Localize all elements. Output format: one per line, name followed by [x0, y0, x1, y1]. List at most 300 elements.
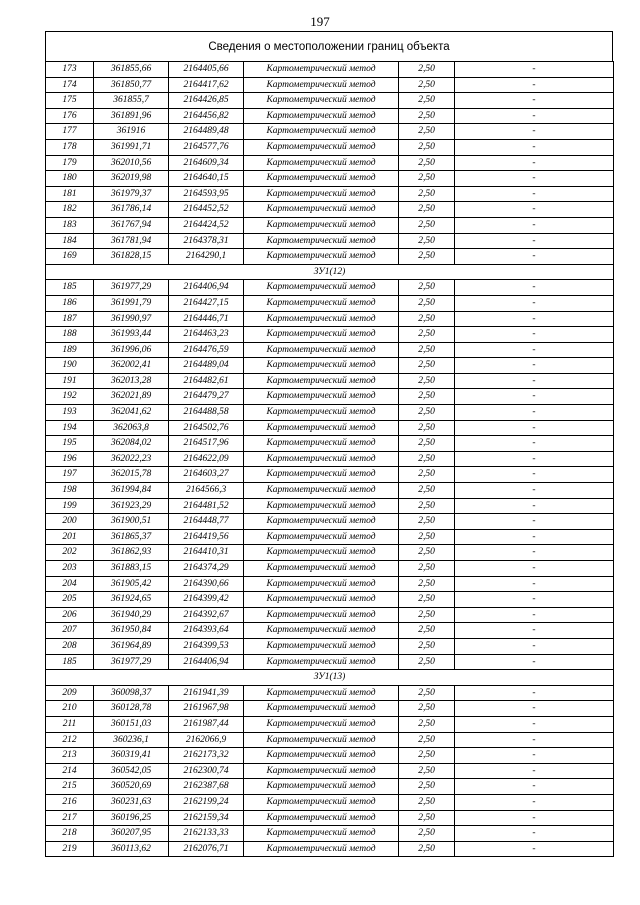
description: -	[455, 327, 614, 343]
point-number: 212	[46, 732, 94, 748]
x-coordinate: 360151,03	[94, 716, 169, 732]
point-number: 175	[46, 93, 94, 109]
accuracy: 2,50	[399, 280, 455, 296]
point-number: 200	[46, 514, 94, 530]
x-coordinate: 360520,69	[94, 779, 169, 795]
table-row	[46, 529, 614, 545]
y-coordinate: 2164424,52	[169, 217, 244, 233]
method: Картометрический метод	[244, 155, 399, 171]
accuracy: 2,50	[399, 327, 455, 343]
x-coordinate: 361828,15	[94, 249, 169, 265]
x-coordinate: 361883,15	[94, 561, 169, 577]
description: -	[455, 810, 614, 826]
y-coordinate: 2164489,04	[169, 358, 244, 374]
y-coordinate: 2164426,85	[169, 93, 244, 109]
y-coordinate: 2164622,09	[169, 451, 244, 467]
description: -	[455, 545, 614, 561]
description: -	[455, 716, 614, 732]
table-row	[46, 483, 614, 499]
method: Картометрический метод	[244, 514, 399, 530]
table-row	[46, 124, 614, 140]
accuracy: 2,50	[399, 794, 455, 810]
x-coordinate: 361991,71	[94, 139, 169, 155]
x-coordinate: 362019,98	[94, 171, 169, 187]
accuracy: 2,50	[399, 716, 455, 732]
method: Картометрический метод	[244, 233, 399, 249]
accuracy: 2,50	[399, 124, 455, 140]
y-coordinate: 2164406,94	[169, 654, 244, 670]
y-coordinate: 2162173,32	[169, 748, 244, 764]
accuracy: 2,50	[399, 638, 455, 654]
point-number: 178	[46, 139, 94, 155]
method: Картометрический метод	[244, 171, 399, 187]
x-coordinate: 361850,77	[94, 77, 169, 93]
y-coordinate: 2164378,31	[169, 233, 244, 249]
method: Картометрический метод	[244, 420, 399, 436]
section-header-row	[46, 264, 614, 280]
table-row	[46, 732, 614, 748]
accuracy: 2,50	[399, 155, 455, 171]
point-number: 196	[46, 451, 94, 467]
description: -	[455, 249, 614, 265]
accuracy: 2,50	[399, 295, 455, 311]
x-coordinate: 360196,25	[94, 810, 169, 826]
y-coordinate: 2164405,66	[169, 62, 244, 78]
x-coordinate: 362013,28	[94, 373, 169, 389]
x-coordinate: 360113,62	[94, 841, 169, 857]
point-number: 188	[46, 327, 94, 343]
description: -	[455, 186, 614, 202]
accuracy: 2,50	[399, 139, 455, 155]
point-number: 215	[46, 779, 94, 795]
table-row	[46, 779, 614, 795]
table-row	[46, 108, 614, 124]
y-coordinate: 2161967,98	[169, 701, 244, 717]
point-number: 205	[46, 592, 94, 608]
description: -	[455, 779, 614, 795]
table-title: Сведения о местоположении границ объекта	[45, 31, 613, 61]
method: Картометрический метод	[244, 638, 399, 654]
description: -	[455, 311, 614, 327]
point-number: 218	[46, 826, 94, 842]
point-number: 219	[46, 841, 94, 857]
y-coordinate: 2164640,15	[169, 171, 244, 187]
table-row	[46, 467, 614, 483]
x-coordinate: 361855,66	[94, 62, 169, 78]
description: -	[455, 748, 614, 764]
point-number: 211	[46, 716, 94, 732]
x-coordinate: 361940,29	[94, 607, 169, 623]
table-row	[46, 826, 614, 842]
table-row	[46, 623, 614, 639]
accuracy: 2,50	[399, 810, 455, 826]
description: -	[455, 576, 614, 592]
table-row	[46, 93, 614, 109]
x-coordinate: 362002,41	[94, 358, 169, 374]
point-number: 180	[46, 171, 94, 187]
method: Картометрический метод	[244, 249, 399, 265]
y-coordinate: 2164399,53	[169, 638, 244, 654]
description: -	[455, 124, 614, 140]
method: Картометрический метод	[244, 93, 399, 109]
table-row	[46, 358, 614, 374]
accuracy: 2,50	[399, 483, 455, 499]
x-coordinate: 362041,62	[94, 405, 169, 421]
accuracy: 2,50	[399, 77, 455, 93]
y-coordinate: 2164446,71	[169, 311, 244, 327]
description: -	[455, 685, 614, 701]
description: -	[455, 202, 614, 218]
y-coordinate: 2164393,64	[169, 623, 244, 639]
x-coordinate: 360231,63	[94, 794, 169, 810]
table-row	[46, 186, 614, 202]
x-coordinate: 361994,84	[94, 483, 169, 499]
x-coordinate: 360128,78	[94, 701, 169, 717]
description: -	[455, 514, 614, 530]
x-coordinate: 361979,37	[94, 186, 169, 202]
y-coordinate: 2162159,34	[169, 810, 244, 826]
method: Картометрический метод	[244, 124, 399, 140]
y-coordinate: 2164419,56	[169, 529, 244, 545]
description: -	[455, 93, 614, 109]
point-number: 197	[46, 467, 94, 483]
description: -	[455, 483, 614, 499]
accuracy: 2,50	[399, 826, 455, 842]
method: Картометрический метод	[244, 576, 399, 592]
x-coordinate: 361950,84	[94, 623, 169, 639]
method: Картометрический метод	[244, 779, 399, 795]
description: -	[455, 373, 614, 389]
y-coordinate: 2164481,52	[169, 498, 244, 514]
description: -	[455, 389, 614, 405]
accuracy: 2,50	[399, 576, 455, 592]
x-coordinate: 362015,78	[94, 467, 169, 483]
table-row	[46, 280, 614, 296]
point-number: 203	[46, 561, 94, 577]
x-coordinate: 362010,56	[94, 155, 169, 171]
point-number: 198	[46, 483, 94, 499]
point-number: 177	[46, 124, 94, 140]
point-number: 191	[46, 373, 94, 389]
point-number: 182	[46, 202, 94, 218]
point-number: 185	[46, 280, 94, 296]
point-number: 179	[46, 155, 94, 171]
point-number: 186	[46, 295, 94, 311]
y-coordinate: 2164517,96	[169, 436, 244, 452]
description: -	[455, 498, 614, 514]
method: Картометрический метод	[244, 716, 399, 732]
table-row	[46, 233, 614, 249]
description: -	[455, 654, 614, 670]
accuracy: 2,50	[399, 108, 455, 124]
description: -	[455, 139, 614, 155]
point-number: 210	[46, 701, 94, 717]
x-coordinate: 361855,7	[94, 93, 169, 109]
x-coordinate: 360236,1	[94, 732, 169, 748]
y-coordinate: 2161987,44	[169, 716, 244, 732]
method: Картометрический метод	[244, 841, 399, 857]
page-number: 197	[310, 14, 330, 29]
accuracy: 2,50	[399, 748, 455, 764]
x-coordinate: 361786,14	[94, 202, 169, 218]
table-row	[46, 342, 614, 358]
x-coordinate: 361996,06	[94, 342, 169, 358]
x-coordinate: 361862,93	[94, 545, 169, 561]
method: Картометрический метод	[244, 342, 399, 358]
table-row	[46, 576, 614, 592]
method: Картометрический метод	[244, 62, 399, 78]
table-row	[46, 405, 614, 421]
method: Картометрический метод	[244, 202, 399, 218]
description: -	[455, 108, 614, 124]
y-coordinate: 2164406,94	[169, 280, 244, 296]
x-coordinate: 361993,44	[94, 327, 169, 343]
table-row	[46, 62, 614, 78]
y-coordinate: 2164452,52	[169, 202, 244, 218]
accuracy: 2,50	[399, 841, 455, 857]
x-coordinate: 361924,65	[94, 592, 169, 608]
table-row	[46, 202, 614, 218]
point-number: 184	[46, 233, 94, 249]
method: Картометрический метод	[244, 295, 399, 311]
x-coordinate: 360207,95	[94, 826, 169, 842]
method: Картометрический метод	[244, 592, 399, 608]
table-row	[46, 716, 614, 732]
x-coordinate: 362084,02	[94, 436, 169, 452]
point-number: 176	[46, 108, 94, 124]
method: Картометрический метод	[244, 467, 399, 483]
x-coordinate: 362063,8	[94, 420, 169, 436]
point-number: 199	[46, 498, 94, 514]
method: Картометрический метод	[244, 139, 399, 155]
point-number: 204	[46, 576, 94, 592]
method: Картометрический метод	[244, 108, 399, 124]
method: Картометрический метод	[244, 701, 399, 717]
table-row	[46, 638, 614, 654]
y-coordinate: 2164479,27	[169, 389, 244, 405]
method: Картометрический метод	[244, 623, 399, 639]
accuracy: 2,50	[399, 311, 455, 327]
y-coordinate: 2162387,68	[169, 779, 244, 795]
table-row	[46, 514, 614, 530]
description: -	[455, 342, 614, 358]
description: -	[455, 638, 614, 654]
y-coordinate: 2162066,9	[169, 732, 244, 748]
y-coordinate: 2162300,74	[169, 763, 244, 779]
table-row	[46, 607, 614, 623]
description: -	[455, 155, 614, 171]
table-row	[46, 249, 614, 265]
table-row	[46, 420, 614, 436]
table-row	[46, 451, 614, 467]
accuracy: 2,50	[399, 592, 455, 608]
table-row	[46, 436, 614, 452]
table-row	[46, 592, 614, 608]
table-row	[46, 748, 614, 764]
y-coordinate: 2164577,76	[169, 139, 244, 155]
description: -	[455, 763, 614, 779]
accuracy: 2,50	[399, 171, 455, 187]
accuracy: 2,50	[399, 685, 455, 701]
accuracy: 2,50	[399, 358, 455, 374]
y-coordinate: 2164456,82	[169, 108, 244, 124]
y-coordinate: 2164489,48	[169, 124, 244, 140]
x-coordinate: 362022,23	[94, 451, 169, 467]
method: Картометрический метод	[244, 748, 399, 764]
method: Картометрический метод	[244, 685, 399, 701]
x-coordinate: 361977,29	[94, 654, 169, 670]
description: -	[455, 171, 614, 187]
accuracy: 2,50	[399, 186, 455, 202]
description: -	[455, 467, 614, 483]
point-number: 193	[46, 405, 94, 421]
table-row	[46, 841, 614, 857]
y-coordinate: 2164448,77	[169, 514, 244, 530]
y-coordinate: 2164290,1	[169, 249, 244, 265]
section-header: ЗУ1(12)	[46, 264, 614, 280]
table-row	[46, 763, 614, 779]
accuracy: 2,50	[399, 451, 455, 467]
table-row	[46, 810, 614, 826]
accuracy: 2,50	[399, 202, 455, 218]
description: -	[455, 217, 614, 233]
accuracy: 2,50	[399, 233, 455, 249]
method: Картометрический метод	[244, 529, 399, 545]
point-number: 202	[46, 545, 94, 561]
y-coordinate: 2164392,67	[169, 607, 244, 623]
description: -	[455, 77, 614, 93]
description: -	[455, 62, 614, 78]
accuracy: 2,50	[399, 373, 455, 389]
point-number: 201	[46, 529, 94, 545]
method: Картометрический метод	[244, 483, 399, 499]
y-coordinate: 2164463,23	[169, 327, 244, 343]
y-coordinate: 2164603,27	[169, 467, 244, 483]
accuracy: 2,50	[399, 420, 455, 436]
accuracy: 2,50	[399, 405, 455, 421]
method: Картометрический метод	[244, 436, 399, 452]
point-number: 190	[46, 358, 94, 374]
method: Картометрический метод	[244, 451, 399, 467]
accuracy: 2,50	[399, 217, 455, 233]
y-coordinate: 2164427,15	[169, 295, 244, 311]
point-number: 206	[46, 607, 94, 623]
table-row	[46, 295, 614, 311]
method: Картометрический метод	[244, 498, 399, 514]
description: -	[455, 295, 614, 311]
method: Картометрический метод	[244, 826, 399, 842]
y-coordinate: 2164593,95	[169, 186, 244, 202]
table-row	[46, 77, 614, 93]
method: Картометрический метод	[244, 561, 399, 577]
y-coordinate: 2164502,76	[169, 420, 244, 436]
table-row	[46, 389, 614, 405]
method: Картометрический метод	[244, 607, 399, 623]
method: Картометрический метод	[244, 358, 399, 374]
point-number: 187	[46, 311, 94, 327]
x-coordinate: 361891,96	[94, 108, 169, 124]
accuracy: 2,50	[399, 249, 455, 265]
point-number: 189	[46, 342, 94, 358]
point-number: 195	[46, 436, 94, 452]
x-coordinate: 361916	[94, 124, 169, 140]
table-row	[46, 139, 614, 155]
description: -	[455, 607, 614, 623]
accuracy: 2,50	[399, 623, 455, 639]
y-coordinate: 2161941,39	[169, 685, 244, 701]
description: -	[455, 451, 614, 467]
description: -	[455, 794, 614, 810]
table-row	[46, 561, 614, 577]
description: -	[455, 701, 614, 717]
table-body	[46, 62, 614, 857]
accuracy: 2,50	[399, 654, 455, 670]
method: Картометрический метод	[244, 373, 399, 389]
accuracy: 2,50	[399, 561, 455, 577]
x-coordinate: 361865,37	[94, 529, 169, 545]
x-coordinate: 361905,42	[94, 576, 169, 592]
method: Картометрический метод	[244, 217, 399, 233]
x-coordinate: 361900,51	[94, 514, 169, 530]
point-number: 174	[46, 77, 94, 93]
table-row	[46, 171, 614, 187]
method: Картометрический метод	[244, 186, 399, 202]
description: -	[455, 561, 614, 577]
y-coordinate: 2162133,33	[169, 826, 244, 842]
method: Картометрический метод	[244, 77, 399, 93]
method: Картометрический метод	[244, 280, 399, 296]
y-coordinate: 2164390,66	[169, 576, 244, 592]
description: -	[455, 358, 614, 374]
point-number: 183	[46, 217, 94, 233]
point-number: 207	[46, 623, 94, 639]
x-coordinate: 361990,97	[94, 311, 169, 327]
point-number: 173	[46, 62, 94, 78]
method: Картометрический метод	[244, 389, 399, 405]
point-number: 185	[46, 654, 94, 670]
table-row	[46, 545, 614, 561]
accuracy: 2,50	[399, 763, 455, 779]
description: -	[455, 732, 614, 748]
point-number: 194	[46, 420, 94, 436]
description: -	[455, 826, 614, 842]
method: Картометрический метод	[244, 311, 399, 327]
accuracy: 2,50	[399, 389, 455, 405]
point-number: 217	[46, 810, 94, 826]
description: -	[455, 841, 614, 857]
boundary-table	[45, 61, 614, 857]
section-header-row	[46, 670, 614, 686]
y-coordinate: 2164566,3	[169, 483, 244, 499]
y-coordinate: 2162076,71	[169, 841, 244, 857]
table-row	[46, 327, 614, 343]
accuracy: 2,50	[399, 342, 455, 358]
accuracy: 2,50	[399, 607, 455, 623]
description: -	[455, 529, 614, 545]
description: -	[455, 280, 614, 296]
description: -	[455, 592, 614, 608]
table-row	[46, 155, 614, 171]
accuracy: 2,50	[399, 545, 455, 561]
accuracy: 2,50	[399, 436, 455, 452]
description: -	[455, 420, 614, 436]
point-number: 181	[46, 186, 94, 202]
description: -	[455, 233, 614, 249]
y-coordinate: 2164488,58	[169, 405, 244, 421]
accuracy: 2,50	[399, 467, 455, 483]
y-coordinate: 2164399,42	[169, 592, 244, 608]
x-coordinate: 360319,41	[94, 748, 169, 764]
